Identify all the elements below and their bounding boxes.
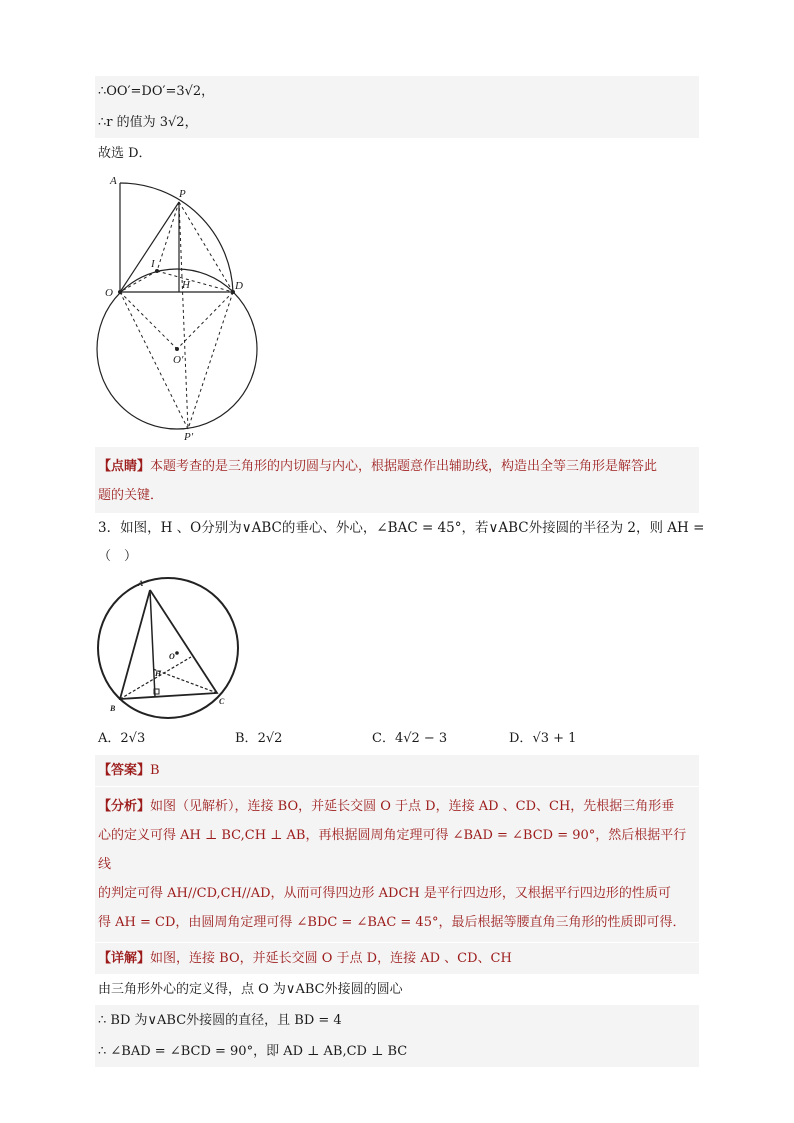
- dianjing-tag: 【点睛】: [98, 459, 151, 474]
- option-b[interactable]: B．2√2: [235, 731, 283, 746]
- question-line-1: 3．如图，H 、O分别为∨ABC的垂心、外心，∠BAC = 45°，若∨ABC外接圆的半径为 2，则 AH =: [95, 513, 699, 544]
- detail-tag: 【详解】: [98, 951, 151, 966]
- option-d[interactable]: D．√3 + 1: [509, 731, 577, 746]
- figure-1-svg: [95, 175, 259, 441]
- answer-line: [95, 755, 699, 786]
- analysis-line-2: 心的定义可得 AH ⊥ BC,CH ⊥ AB，再根据圆周角定理可得 ∠BAD = ∠BCD = 90°，然后根据平行线: [98, 828, 687, 872]
- page-content: [95, 76, 699, 169]
- dianjing-text-a: 本题考查的是三角形的内切圆与内心，根据题意作出辅助线，构造出全等三角形是解答此: [150, 459, 658, 474]
- option-c[interactable]: C．4√2 − 3: [372, 731, 448, 746]
- figure1-label-p-prime: P′: [184, 431, 194, 441]
- answer-value: B: [150, 763, 160, 778]
- figure1-label-d: D: [235, 280, 243, 292]
- solution-line-1: ∴OO′=DO′=3√2，: [95, 76, 699, 107]
- figure2-label-b: B: [110, 704, 116, 713]
- figure2-label-o: O: [169, 652, 175, 661]
- detail-line-1: [95, 943, 699, 974]
- answer-options: [95, 723, 699, 754]
- solution-line-3: 故选 D．: [95, 138, 699, 169]
- dianjing-block: [95, 447, 699, 515]
- answer-tag: 【答案】: [98, 763, 151, 778]
- detail-line-4: ∴ ∠BAD = ∠BCD = 90°，即 AD ⊥ AB,CD ⊥ BC: [95, 1036, 699, 1067]
- figure2-label-h: H: [155, 669, 162, 678]
- analysis-line-4: 得 AH = CD，由圆周角定理可得 ∠BDC = ∠BAC = 45°，最后根据等腰直角三角形的性质即可得．: [98, 915, 686, 930]
- figure1-label-o-prime: O′: [173, 354, 184, 366]
- dianjing-text-b: 题的关键．: [98, 488, 164, 503]
- detail-line-2: 由三角形外心的定义得，点 O 为∨ABC外接圆的圆心: [95, 974, 699, 1005]
- figure1-label-o: O: [105, 287, 113, 299]
- detail-text-1: 如图，连接 BO，并延长交圆 O 于点 D，连接 AD 、CD、CH: [150, 951, 512, 966]
- solution-block: [95, 755, 699, 1067]
- figure2-label-a: A: [138, 579, 144, 588]
- figure2-label-c: C: [219, 697, 225, 706]
- figure1-label-h: H: [182, 279, 190, 291]
- detail-line-3: ∴ BD 为∨ABC外接圆的直径，且 BD = 4: [95, 1005, 699, 1036]
- geometry-figure-1: [95, 175, 259, 441]
- options-block: [95, 723, 699, 754]
- geometry-figure-2: [95, 573, 241, 721]
- analysis-line-1: 如图（见解析），连接 BO，并延长交圆 O 于点 D，连接 AD 、CD、CH，先根据三角形垂: [150, 799, 675, 814]
- option-a[interactable]: A．2√3: [98, 731, 146, 746]
- figure1-label-p: P: [179, 188, 186, 200]
- figure-2-svg: [95, 573, 241, 721]
- dianjing-paragraph: [95, 447, 699, 515]
- question-line-2: （ ）: [95, 544, 699, 570]
- solution-line-2: ∴r 的值为 3√2，: [95, 107, 699, 138]
- analysis-tag: 【分析】: [98, 799, 151, 814]
- figure1-label-a: A: [110, 175, 117, 187]
- analysis-paragraph: [95, 787, 699, 942]
- analysis-line-3: 的判定可得 AH//CD,CH//AD，从而可得四边形 ADCH 是平行四边形，又根据平行四边形的性质可: [98, 886, 671, 901]
- question-block: [95, 513, 705, 570]
- figure1-label-i: I: [151, 258, 155, 270]
